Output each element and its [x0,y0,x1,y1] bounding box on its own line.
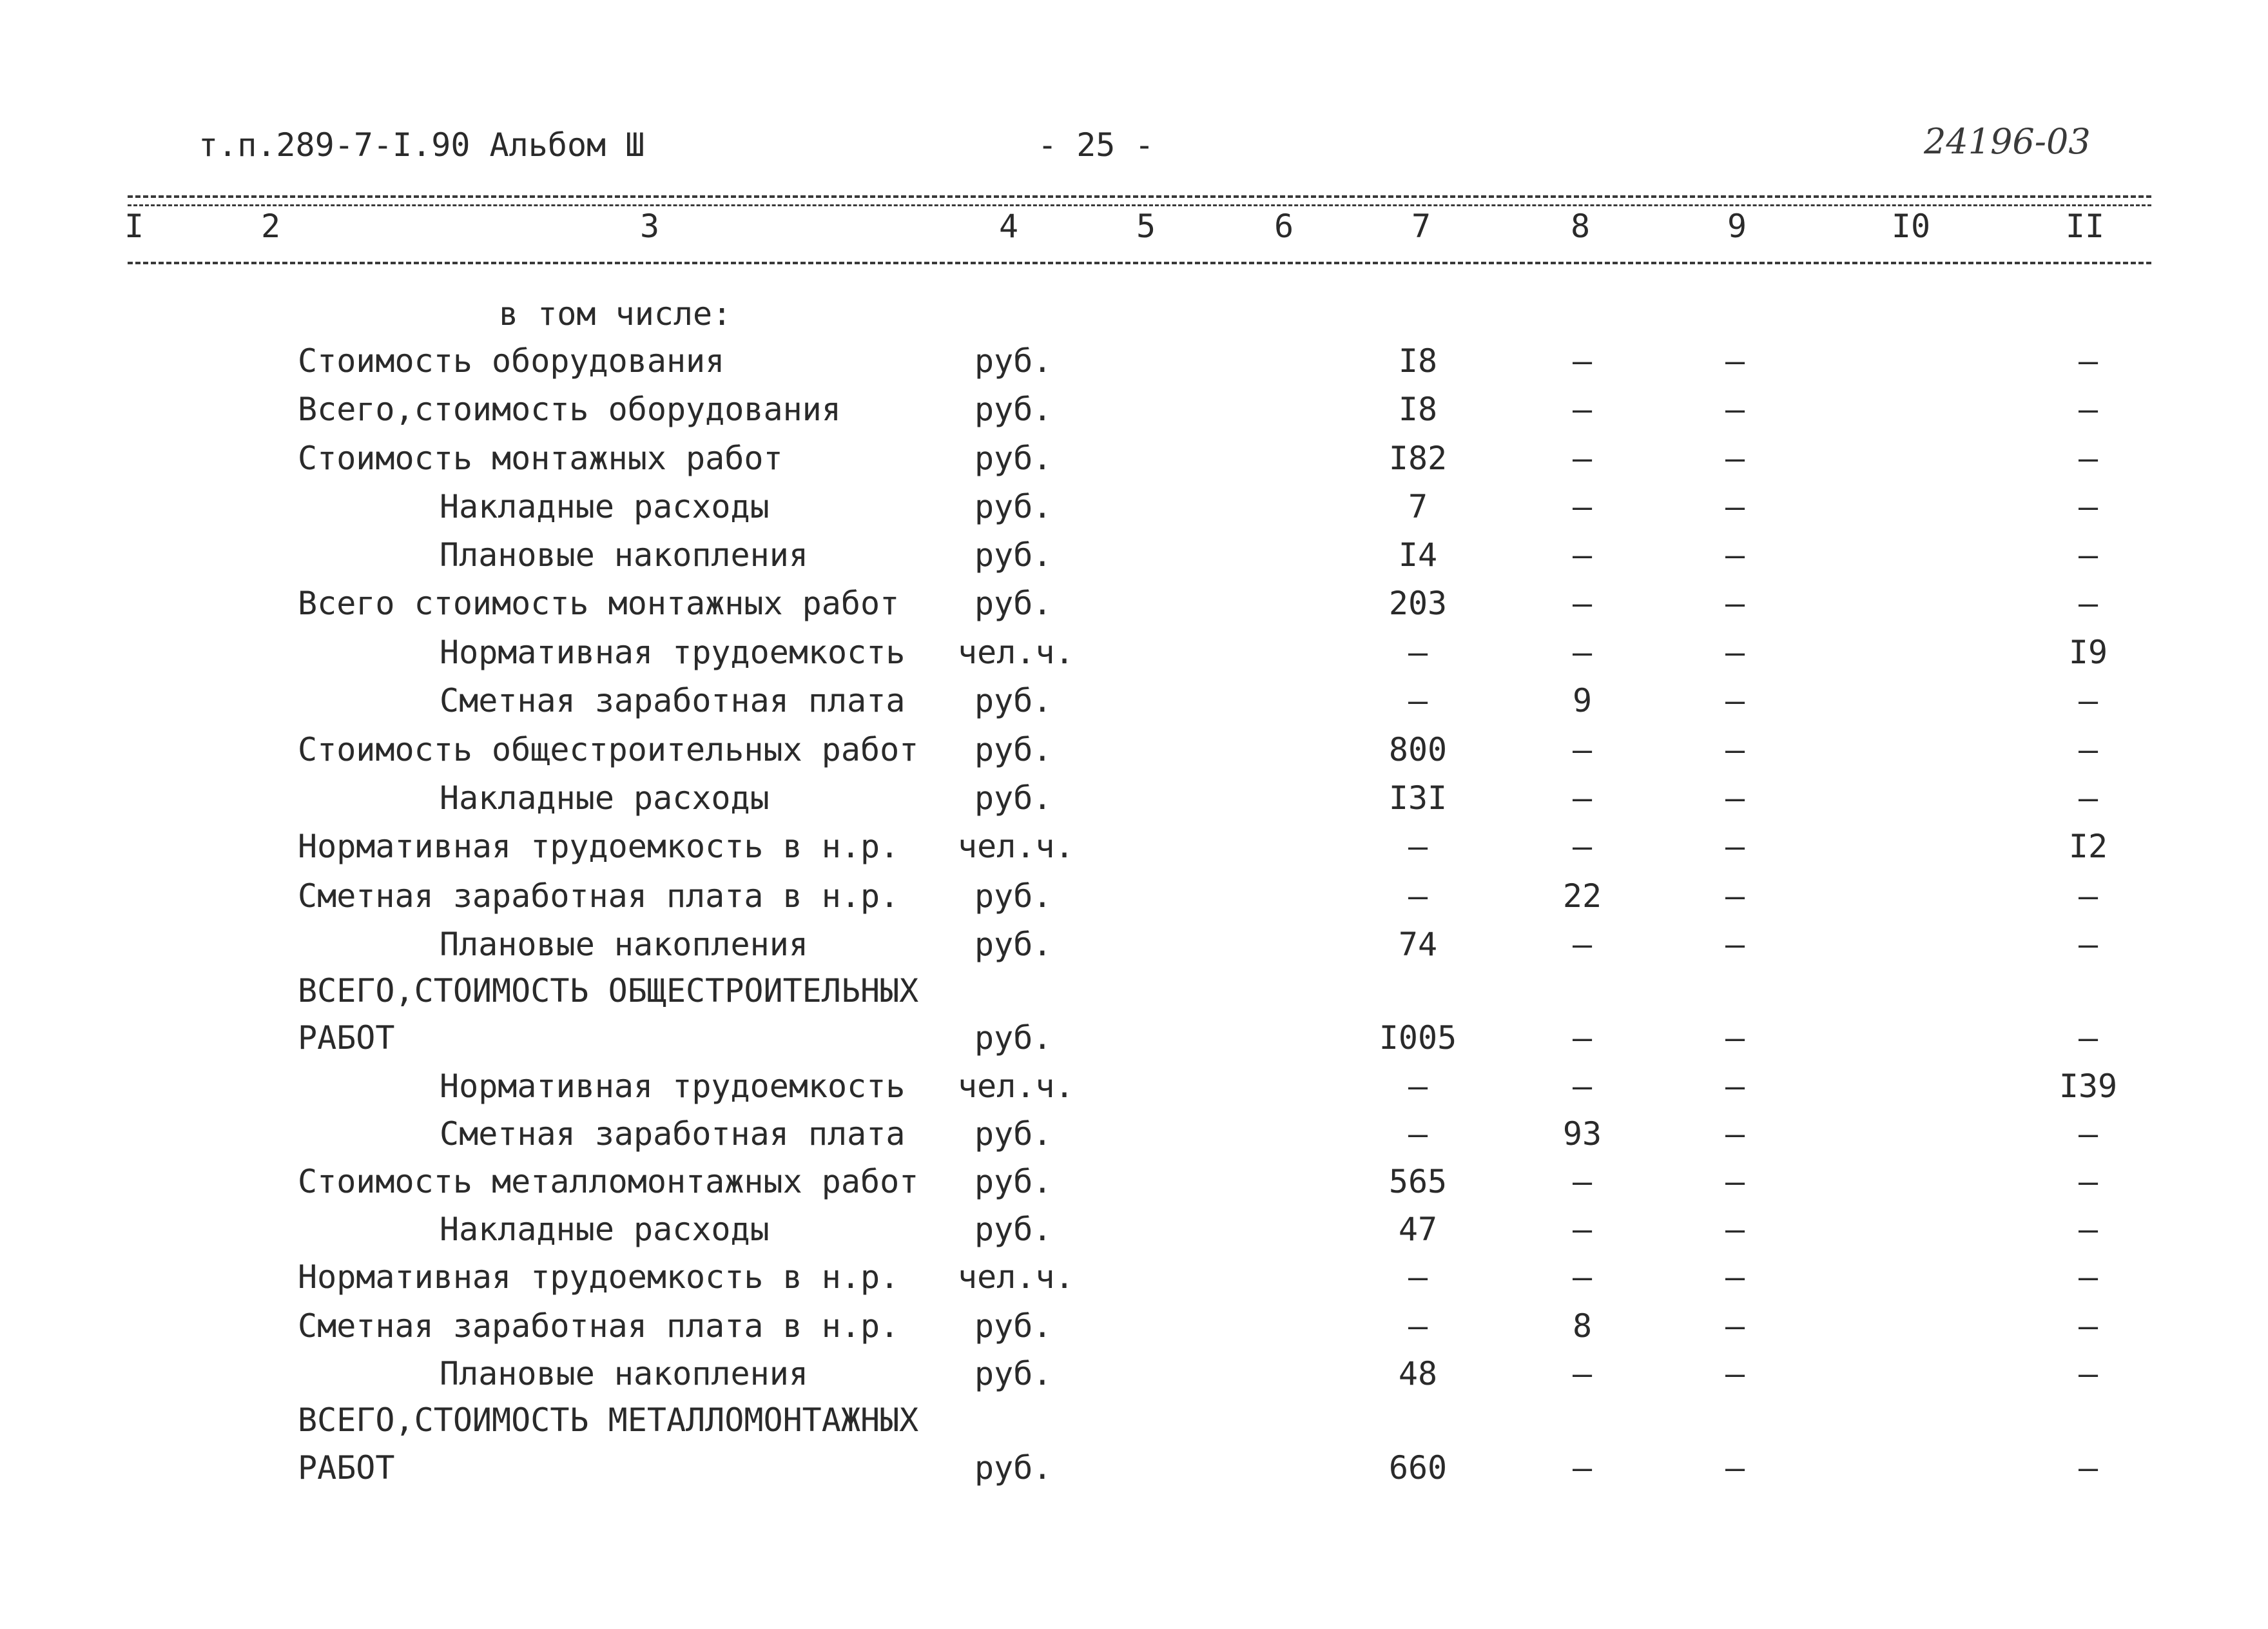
table-row [0,387,2268,432]
row-label: Плановые накопления [440,926,808,963]
unit-cell: руб. [974,440,1052,477]
value-col-8: – [1572,391,1593,428]
value-col-7: – [1408,1115,1428,1153]
unit-cell: руб. [974,391,1052,428]
row-label: Плановые накопления [440,536,808,574]
value-col-8: – [1572,1258,1593,1296]
handwritten-code: 24196-03 [1924,121,2091,162]
column-number: I0 [1891,208,1931,245]
value-col-7: 74 [1398,926,1438,963]
value-col-8: – [1572,779,1593,817]
row-label: Нормативная трудоемкость в н.р. [298,1258,900,1296]
unit-cell: руб. [974,1211,1052,1248]
row-label: РАБОТ [298,1019,395,1057]
table-row [0,1398,2268,1443]
column-number: I [124,208,144,245]
value-col-11: – [2078,779,2098,817]
value-col-11: – [2078,1449,2098,1487]
table-row [0,873,2268,919]
table-row [0,1064,2268,1109]
row-label: Стоимость общестроительных работ [298,731,919,768]
row-label: Нормативная трудоемкость [440,1068,906,1105]
unit-cell: руб. [974,1355,1052,1392]
table-row [0,436,2268,481]
value-col-9: – [1725,1163,1745,1200]
value-col-8: – [1572,342,1593,380]
value-col-9: – [1725,1019,1745,1057]
value-col-9: – [1725,828,1745,865]
value-col-7: 48 [1398,1355,1438,1392]
value-col-9: – [1725,585,1745,622]
value-col-11: I39 [2059,1068,2118,1105]
row-label: Накладные расходы [440,488,770,525]
value-col-7: 203 [1388,585,1448,622]
value-col-8: – [1572,731,1593,768]
row-label: Сметная заработная плата [440,1115,906,1153]
value-col-11: – [2078,440,2098,477]
value-col-11: – [2078,1115,2098,1153]
value-col-7: 565 [1388,1163,1448,1200]
value-col-11: – [2078,585,2098,622]
unit-cell: руб. [974,342,1052,380]
value-col-7: I3I [1388,779,1448,817]
table-row [0,1207,2268,1252]
row-label: Плановые накопления [440,1355,808,1392]
row-label: Стоимость оборудования [298,342,725,380]
column-number: 5 [1136,208,1156,245]
row-label: Накладные расходы [440,1211,770,1248]
value-col-9: – [1725,731,1745,768]
row-label: Всего стоимость монтажных работ [298,585,900,622]
unit-cell: руб. [974,926,1052,963]
row-label: Сметная заработная плата [440,682,906,719]
table-row [0,678,2268,723]
value-col-9: – [1725,634,1745,671]
unit-cell: руб. [974,536,1052,574]
value-col-8: – [1572,488,1593,525]
row-label: Нормативная трудоемкость в н.р. [298,828,900,865]
table-row [0,1445,2268,1490]
column-number: II [2065,208,2105,245]
value-col-7: – [1408,877,1428,915]
value-col-8: – [1572,440,1593,477]
value-col-7: – [1408,828,1428,865]
value-col-7: – [1408,1307,1428,1345]
table-row [0,727,2268,772]
row-label: Сметная заработная плата в н.р. [298,877,900,915]
unit-cell: чел.ч. [958,1068,1074,1105]
value-col-8: – [1572,536,1593,574]
value-col-8: 93 [1562,1115,1602,1153]
table-row [0,1351,2268,1396]
value-col-8: – [1572,1068,1593,1105]
value-col-8: – [1572,634,1593,671]
value-col-9: – [1725,1068,1745,1105]
row-label: Сметная заработная плата в н.р. [298,1307,900,1345]
value-col-9: – [1725,440,1745,477]
row-label: РАБОТ [298,1449,395,1487]
table-row [0,1303,2268,1349]
unit-cell: чел.ч. [958,634,1074,671]
page-number: - 25 - [1038,126,1154,164]
unit-cell: руб. [974,1307,1052,1345]
value-col-11: – [2078,731,2098,768]
value-col-9: – [1725,1449,1745,1487]
value-col-11: – [2078,1307,2098,1345]
value-col-8: – [1572,1355,1593,1392]
value-col-9: – [1725,391,1745,428]
value-col-7: 800 [1388,731,1448,768]
value-col-7: I005 [1379,1019,1457,1057]
table-row [0,338,2268,384]
header-rule-bottom [128,262,2151,264]
value-col-7: – [1408,1068,1428,1105]
unit-cell: руб. [974,488,1052,525]
unit-cell: руб. [974,877,1052,915]
value-col-11: – [2078,536,2098,574]
value-col-11: – [2078,682,2098,719]
table-row [0,922,2268,967]
column-number: 4 [998,208,1019,245]
value-col-9: – [1725,488,1745,525]
value-col-9: – [1725,779,1745,817]
unit-cell: руб. [974,1019,1052,1057]
header-rule-top [128,195,2151,198]
value-col-11: – [2078,1258,2098,1296]
table-row [0,775,2268,821]
unit-cell: чел.ч. [958,1258,1074,1296]
value-col-11: I9 [2068,634,2108,671]
value-col-11: – [2078,926,2098,963]
value-col-11: – [2078,1019,2098,1057]
row-label: ВСЕГО,СТОИМОСТЬ ОБЩЕСТРОИТЕЛЬНЫХ [298,972,919,1010]
value-col-8: 9 [1572,682,1593,719]
value-col-11: – [2078,1355,2098,1392]
value-col-9: – [1725,1355,1745,1392]
value-col-7: 7 [1408,488,1428,525]
value-col-7: I8 [1398,391,1438,428]
unit-cell: руб. [974,1163,1052,1200]
value-col-8: 8 [1572,1307,1593,1345]
row-label: Накладные расходы [440,779,770,817]
unit-cell: руб. [974,731,1052,768]
value-col-7: 47 [1398,1211,1438,1248]
value-col-9: – [1725,926,1745,963]
value-col-7: I8 [1398,342,1438,380]
value-col-7: I82 [1388,440,1448,477]
table-row [0,630,2268,675]
column-number: 2 [260,208,281,245]
row-label: Всего,стоимость оборудования [298,391,841,428]
column-number: 6 [1274,208,1294,245]
table-row [0,532,2268,578]
value-col-9: – [1725,536,1745,574]
table-row [0,824,2268,869]
value-col-8: – [1572,1449,1593,1487]
row-label: Нормативная трудоемкость [440,634,906,671]
value-col-7: – [1408,682,1428,719]
row-label: Стоимость монтажных работ [298,440,783,477]
unit-cell: руб. [974,682,1052,719]
value-col-8: 22 [1562,877,1602,915]
value-col-11: I2 [2068,828,2108,865]
value-col-9: – [1725,1115,1745,1153]
table-row [0,1254,2268,1300]
value-col-8: – [1572,585,1593,622]
value-col-9: – [1725,1307,1745,1345]
header-rule-top-second [128,204,2151,206]
value-col-9: – [1725,342,1745,380]
value-col-11: – [2078,1211,2098,1248]
value-col-7: – [1408,1258,1428,1296]
table-row [0,1111,2268,1156]
column-number: 7 [1411,208,1431,245]
value-col-11: – [2078,488,2098,525]
table-row [0,484,2268,529]
unit-cell: руб. [974,585,1052,622]
value-col-7: – [1408,634,1428,671]
table-row [0,291,2268,337]
unit-cell: чел.ч. [958,828,1074,865]
value-col-7: I4 [1398,536,1438,574]
unit-cell: руб. [974,779,1052,817]
value-col-11: – [2078,391,2098,428]
value-col-8: – [1572,926,1593,963]
column-number: 8 [1570,208,1591,245]
value-col-9: – [1725,877,1745,915]
value-col-9: – [1725,1211,1745,1248]
table-row [0,581,2268,626]
row-label: Стоимость металломонтажных работ [298,1163,919,1200]
value-col-11: – [2078,342,2098,380]
value-col-8: – [1572,828,1593,865]
value-col-9: – [1725,1258,1745,1296]
value-col-11: – [2078,1163,2098,1200]
row-label: ВСЕГО,СТОИМОСТЬ МЕТАЛЛОМОНТАЖНЫХ [298,1401,919,1439]
value-col-9: – [1725,682,1745,719]
table-row [0,968,2268,1013]
unit-cell: руб. [974,1449,1052,1487]
unit-cell: руб. [974,1115,1052,1153]
table-row [0,1015,2268,1060]
column-number: 3 [639,208,660,245]
document-reference: т.п.289-7-I.90 Альбом Ш [199,126,645,164]
value-col-8: – [1572,1019,1593,1057]
value-col-7: 660 [1388,1449,1448,1487]
column-number: 9 [1727,208,1747,245]
value-col-11: – [2078,877,2098,915]
value-col-8: – [1572,1163,1593,1200]
value-col-8: – [1572,1211,1593,1248]
row-label: в том числе: [499,295,732,333]
table-row [0,1159,2268,1204]
